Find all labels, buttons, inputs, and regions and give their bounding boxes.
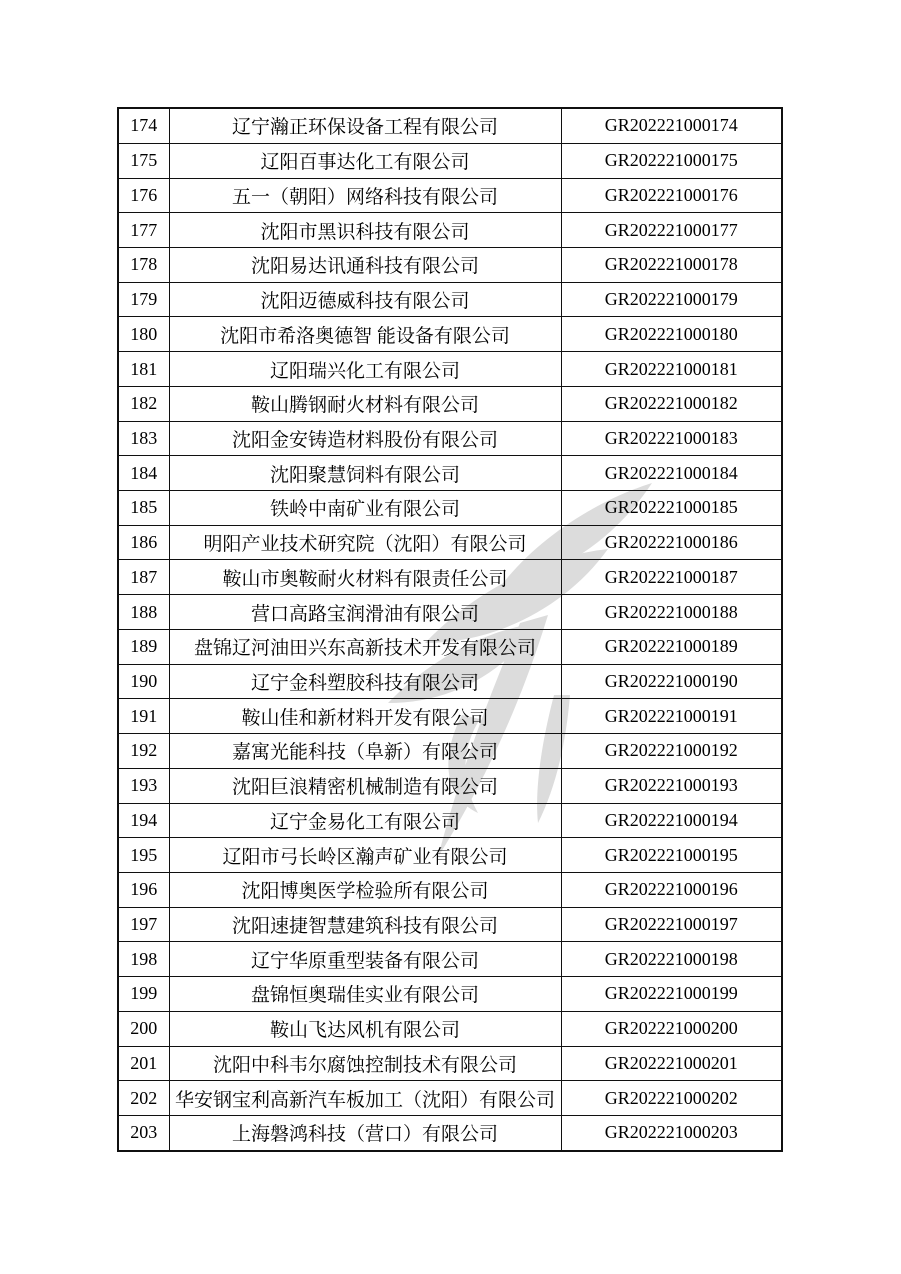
company-name: 嘉寓光能科技（阜新）有限公司 [169, 734, 561, 769]
certificate-code: GR202221000179 [561, 282, 782, 317]
row-index: 180 [118, 317, 169, 352]
row-index: 177 [118, 213, 169, 248]
company-name: 沈阳迈德威科技有限公司 [169, 282, 561, 317]
row-index: 197 [118, 907, 169, 942]
table-row [118, 282, 782, 317]
certificate-code: GR202221000195 [561, 838, 782, 873]
certificate-code: GR202221000196 [561, 872, 782, 907]
table-row [118, 386, 782, 421]
certificate-code: GR202221000182 [561, 386, 782, 421]
certificate-code: GR202221000188 [561, 595, 782, 630]
company-name: 明阳产业技术研究院（沈阳）有限公司 [169, 525, 561, 560]
table-row [118, 248, 782, 283]
row-index: 194 [118, 803, 169, 838]
row-index: 186 [118, 525, 169, 560]
certificate-code: GR202221000187 [561, 560, 782, 595]
company-name: 沈阳金安铸造材料股份有限公司 [169, 421, 561, 456]
certificate-code: GR202221000190 [561, 664, 782, 699]
certificate-code: GR202221000180 [561, 317, 782, 352]
table-row [118, 664, 782, 699]
company-name: 鞍山腾钢耐火材料有限公司 [169, 386, 561, 421]
table-row [118, 907, 782, 942]
company-name: 营口高路宝润滑油有限公司 [169, 595, 561, 630]
row-index: 179 [118, 282, 169, 317]
company-name: 上海磐鸿科技（营口）有限公司 [169, 1115, 561, 1151]
table-row [118, 352, 782, 387]
row-index: 202 [118, 1081, 169, 1116]
company-name: 辽宁金易化工有限公司 [169, 803, 561, 838]
table-row [118, 456, 782, 491]
certificate-code: GR202221000203 [561, 1115, 782, 1151]
company-name: 辽宁瀚正环保设备工程有限公司 [169, 108, 561, 143]
company-name: 沈阳聚慧饲料有限公司 [169, 456, 561, 491]
table-row [118, 768, 782, 803]
company-name: 鞍山佳和新材料开发有限公司 [169, 699, 561, 734]
row-index: 200 [118, 1011, 169, 1046]
certificate-code: GR202221000177 [561, 213, 782, 248]
row-index: 189 [118, 629, 169, 664]
row-index: 176 [118, 178, 169, 213]
row-index: 182 [118, 386, 169, 421]
row-index: 196 [118, 872, 169, 907]
row-index: 193 [118, 768, 169, 803]
certificate-code: GR202221000192 [561, 734, 782, 769]
row-index: 183 [118, 421, 169, 456]
row-index: 190 [118, 664, 169, 699]
row-index: 188 [118, 595, 169, 630]
company-name: 五一（朝阳）网络科技有限公司 [169, 178, 561, 213]
table-row [118, 734, 782, 769]
company-name: 沈阳市黑识科技有限公司 [169, 213, 561, 248]
row-index: 181 [118, 352, 169, 387]
table-row [118, 1011, 782, 1046]
certificate-code: GR202221000197 [561, 907, 782, 942]
certificate-code: GR202221000175 [561, 143, 782, 178]
company-name: 沈阳巨浪精密机械制造有限公司 [169, 768, 561, 803]
table-row [118, 872, 782, 907]
row-index: 198 [118, 942, 169, 977]
certificate-code: GR202221000191 [561, 699, 782, 734]
certificate-code: GR202221000181 [561, 352, 782, 387]
certificate-code: GR202221000201 [561, 1046, 782, 1081]
company-name: 辽宁华原重型装备有限公司 [169, 942, 561, 977]
row-index: 174 [118, 108, 169, 143]
certificate-code: GR202221000176 [561, 178, 782, 213]
row-index: 184 [118, 456, 169, 491]
certificate-code: GR202221000186 [561, 525, 782, 560]
row-index: 192 [118, 734, 169, 769]
table-row [118, 1081, 782, 1116]
table-row [118, 143, 782, 178]
certificate-code: GR202221000200 [561, 1011, 782, 1046]
company-name: 鞍山飞达风机有限公司 [169, 1011, 561, 1046]
certificate-code: GR202221000199 [561, 977, 782, 1012]
row-index: 175 [118, 143, 169, 178]
table-row [118, 213, 782, 248]
certificate-code: GR202221000185 [561, 491, 782, 526]
company-name: 盘锦辽河油田兴东高新技术开发有限公司 [169, 629, 561, 664]
table-row [118, 317, 782, 352]
company-name: 华安钢宝利高新汽车板加工（沈阳）有限公司 [169, 1081, 561, 1116]
company-name: 盘锦恒奥瑞佳实业有限公司 [169, 977, 561, 1012]
table-row [118, 977, 782, 1012]
row-index: 203 [118, 1115, 169, 1151]
row-index: 195 [118, 838, 169, 873]
table-row [118, 560, 782, 595]
certificate-code: GR202221000174 [561, 108, 782, 143]
company-name: 沈阳速捷智慧建筑科技有限公司 [169, 907, 561, 942]
table-row [118, 595, 782, 630]
table-row [118, 699, 782, 734]
table-row [118, 838, 782, 873]
certificate-code: GR202221000184 [561, 456, 782, 491]
table-row [118, 178, 782, 213]
certificate-code: GR202221000198 [561, 942, 782, 977]
certificate-code: GR202221000178 [561, 248, 782, 283]
company-name: 沈阳易达讯通科技有限公司 [169, 248, 561, 283]
company-name: 辽宁金科塑胶科技有限公司 [169, 664, 561, 699]
table-row [118, 803, 782, 838]
company-name: 铁岭中南矿业有限公司 [169, 491, 561, 526]
company-name: 沈阳博奥医学检验所有限公司 [169, 872, 561, 907]
company-name: 沈阳中科韦尔腐蚀控制技术有限公司 [169, 1046, 561, 1081]
certificate-code: GR202221000189 [561, 629, 782, 664]
table-row [118, 525, 782, 560]
company-name: 辽阳市弓长岭区瀚声矿业有限公司 [169, 838, 561, 873]
company-name: 辽阳百事达化工有限公司 [169, 143, 561, 178]
certificate-code: GR202221000202 [561, 1081, 782, 1116]
row-index: 187 [118, 560, 169, 595]
certificate-code: GR202221000194 [561, 803, 782, 838]
company-table-body [118, 108, 782, 1151]
row-index: 178 [118, 248, 169, 283]
table-row [118, 108, 782, 143]
company-name: 沈阳市希洛奥德智 能设备有限公司 [169, 317, 561, 352]
row-index: 191 [118, 699, 169, 734]
table-row [118, 1046, 782, 1081]
table-row [118, 942, 782, 977]
row-index: 199 [118, 977, 169, 1012]
row-index: 185 [118, 491, 169, 526]
row-index: 201 [118, 1046, 169, 1081]
table-row [118, 629, 782, 664]
company-name: 辽阳瑞兴化工有限公司 [169, 352, 561, 387]
certificate-code: GR202221000183 [561, 421, 782, 456]
table-row [118, 491, 782, 526]
company-name: 鞍山市奥鞍耐火材料有限责任公司 [169, 560, 561, 595]
table-row [118, 421, 782, 456]
table-row [118, 1115, 782, 1151]
company-table [117, 107, 783, 1152]
certificate-code: GR202221000193 [561, 768, 782, 803]
